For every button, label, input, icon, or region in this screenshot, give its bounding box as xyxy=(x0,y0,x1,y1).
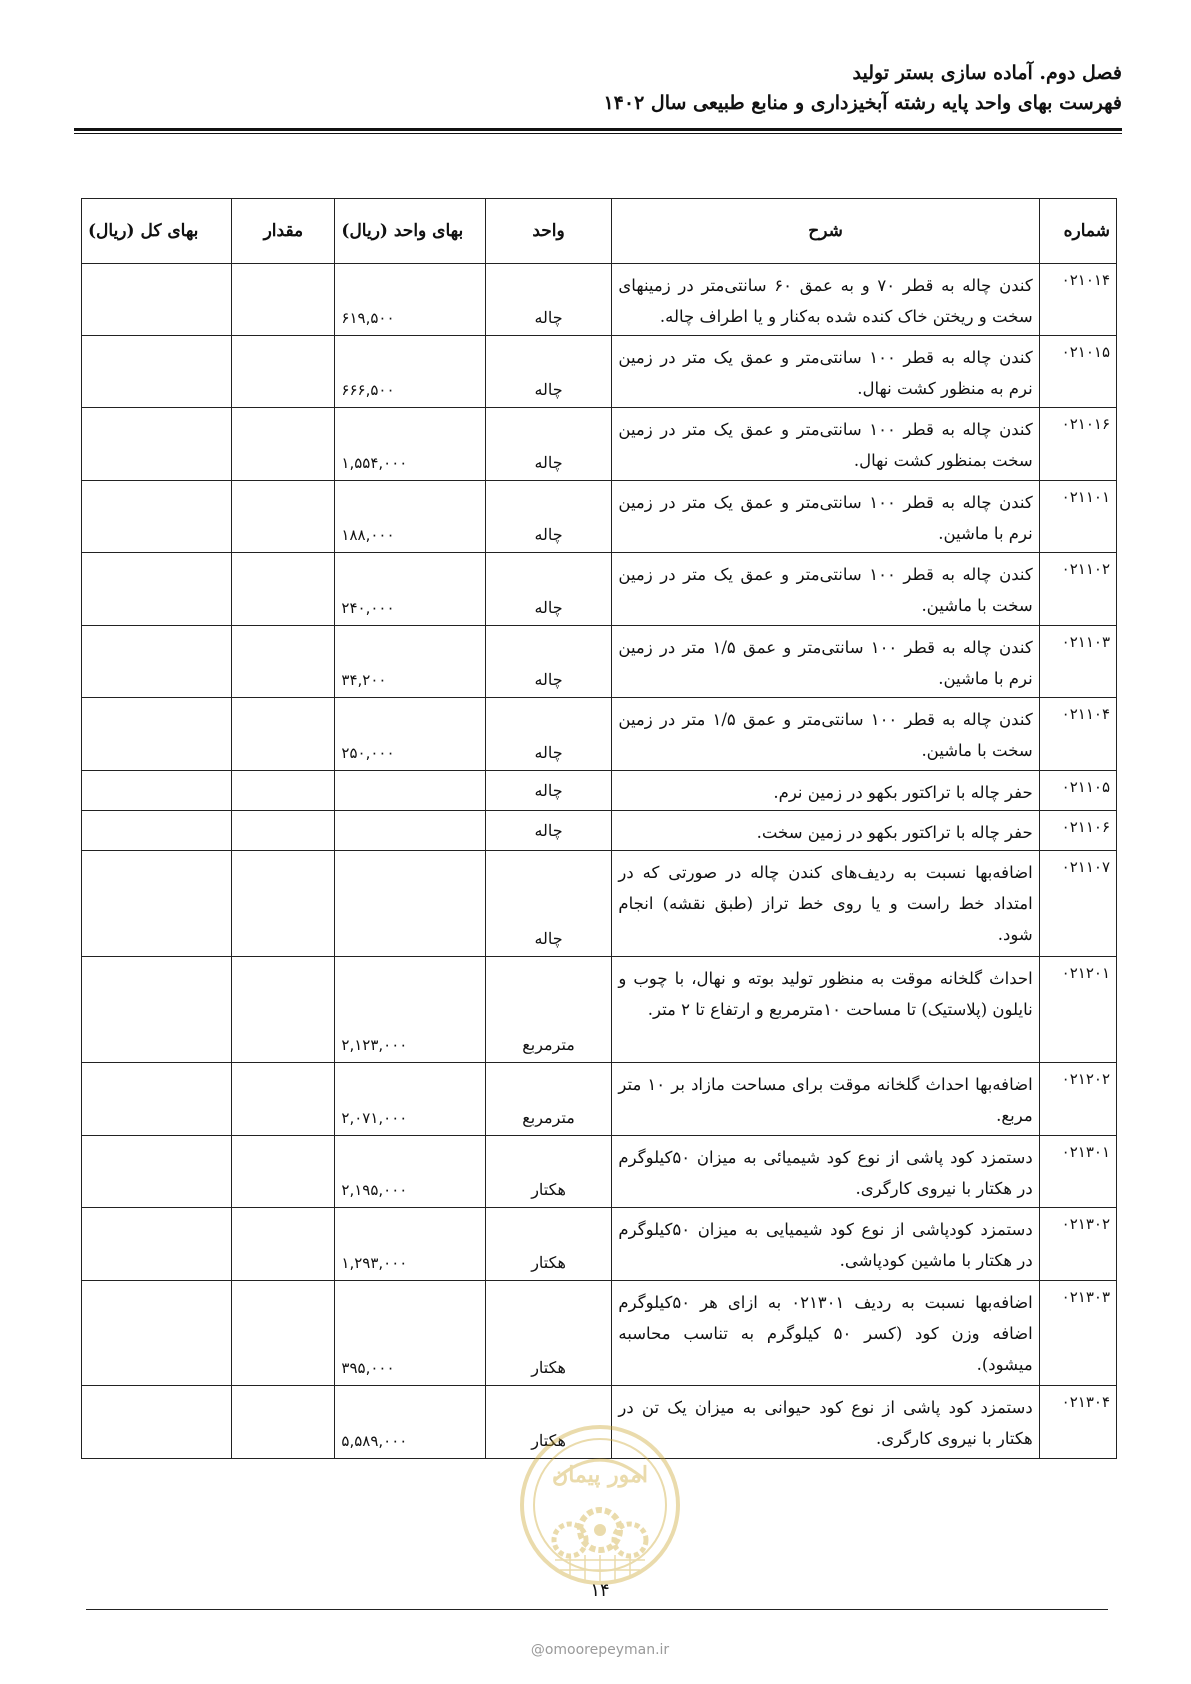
header-divider xyxy=(74,128,1122,134)
row-code: ۰۲۱۱۰۱ xyxy=(1039,481,1116,553)
row-unit: چاله xyxy=(485,336,612,408)
page-header xyxy=(74,58,1122,118)
row-unit-price: ۶۶۶,۵۰۰ xyxy=(335,336,485,408)
row-code: ۰۲۱۱۰۵ xyxy=(1039,771,1116,811)
table-row xyxy=(82,1136,1117,1208)
row-code: ۰۲۱۱۰۶ xyxy=(1039,811,1116,851)
row-quantity xyxy=(232,553,335,626)
table-row xyxy=(82,771,1117,811)
row-unit-price: ۵,۵۸۹,۰۰۰ xyxy=(335,1386,485,1459)
column-header-quantity: مقدار xyxy=(232,199,335,264)
row-code: ۰۲۱۱۰۲ xyxy=(1039,553,1116,626)
row-description: کندن چاله به قطر ۱۰۰ سانتی‌متر و عمق ۱/۵ متر در زمین نرم با ماشین. xyxy=(612,626,1039,698)
row-code: ۰۲۱۱۰۷ xyxy=(1039,851,1116,957)
row-code: ۰۲۱۳۰۳ xyxy=(1039,1281,1116,1386)
row-description: دستمزد کود پاشی از نوع کود حیوانی به میزان یک تن در هکتار با نیروی کارگری. xyxy=(612,1386,1039,1459)
row-total xyxy=(82,336,232,408)
row-quantity xyxy=(232,336,335,408)
row-description: دستمزد کود پاشی از نوع کود شیمیائی به میزان ۵۰کیلوگرم در هکتار با نیروی کارگری. xyxy=(612,1136,1039,1208)
row-unit-price: ۲۵۰,۰۰۰ xyxy=(335,698,485,771)
row-total xyxy=(82,1281,232,1386)
row-description: احداث گلخانه موقت به منظور تولید بوته و نهال، با چوب و نایلون (پلاستیک) تا مساحت ۱۰مترمربع و ارتفاع تا ۲ متر. xyxy=(612,957,1039,1063)
row-unit: چاله xyxy=(485,264,612,336)
row-unit: هکتار xyxy=(485,1208,612,1281)
table-row xyxy=(82,264,1117,336)
table-row xyxy=(82,957,1117,1063)
column-header-unit: واحد xyxy=(485,199,612,264)
row-total xyxy=(82,1136,232,1208)
row-unit: هکتار xyxy=(485,1136,612,1208)
row-quantity xyxy=(232,264,335,336)
row-description: اضافه‌بها نسبت به ردیف‌های کندن چاله در صورتی که در امتداد خط راست و یا روی خط تراز (طبق نقشه) انجام شود. xyxy=(612,851,1039,957)
row-description: کندن چاله به قطر ۷۰ و به عمق ۶۰ سانتی‌متر در زمینهای سخت و ریختن خاک کنده شده به‌کنار و یا اطراف چاله. xyxy=(612,264,1039,336)
row-quantity xyxy=(232,1063,335,1136)
row-unit-price: ۲,۱۲۳,۰۰۰ xyxy=(335,957,485,1063)
row-unit: چاله xyxy=(485,771,612,811)
row-quantity xyxy=(232,811,335,851)
row-total xyxy=(82,698,232,771)
row-total xyxy=(82,553,232,626)
row-total xyxy=(82,481,232,553)
row-total xyxy=(82,957,232,1063)
table-row xyxy=(82,553,1117,626)
row-description: اضافه‌بها احداث گلخانه موقت برای مساحت مازاد بر ۱۰ متر مربع. xyxy=(612,1063,1039,1136)
table-row xyxy=(82,1208,1117,1281)
row-unit-price: ۱,۲۹۳,۰۰۰ xyxy=(335,1208,485,1281)
row-unit-price: ۱۸۸,۰۰۰ xyxy=(335,481,485,553)
table-row xyxy=(82,481,1117,553)
table-row xyxy=(82,1281,1117,1386)
row-unit-price: ۲۴۰,۰۰۰ xyxy=(335,553,485,626)
row-description: کندن چاله به قطر ۱۰۰ سانتی‌متر و عمق یک متر در زمین سخت با ماشین. xyxy=(612,553,1039,626)
row-code: ۰۲۱۳۰۱ xyxy=(1039,1136,1116,1208)
row-unit-price: ۲,۱۹۵,۰۰۰ xyxy=(335,1136,485,1208)
row-unit-price xyxy=(335,811,485,851)
row-quantity xyxy=(232,1386,335,1459)
row-quantity xyxy=(232,1208,335,1281)
column-header-unit-price: بهای واحد (ریال) xyxy=(335,199,485,264)
row-code: ۰۲۱۱۰۴ xyxy=(1039,698,1116,771)
row-total xyxy=(82,408,232,481)
row-description: اضافه‌بها نسبت به ردیف ۰۲۱۳۰۱ به ازای هر ۵۰کیلوگرم اضافه وزن کود (کسر ۵۰ کیلوگرم به تناسب محاسبه میشود). xyxy=(612,1281,1039,1386)
row-quantity xyxy=(232,1281,335,1386)
row-description: کندن چاله به قطر ۱۰۰ سانتی‌متر و عمق یک متر در زمین نرم با ماشین. xyxy=(612,481,1039,553)
row-unit: چاله xyxy=(485,811,612,851)
row-unit-price: ۲,۰۷۱,۰۰۰ xyxy=(335,1063,485,1136)
column-header-code: شماره xyxy=(1039,199,1116,264)
table-row xyxy=(82,851,1117,957)
row-quantity xyxy=(232,1136,335,1208)
row-description: کندن چاله به قطر ۱۰۰ سانتی‌متر و عمق یک متر در زمین سخت بمنظور کشت نهال. xyxy=(612,408,1039,481)
row-description: کندن چاله به قطر ۱۰۰ سانتی‌متر و عمق یک متر در زمین نرم به منظور کشت نهال. xyxy=(612,336,1039,408)
row-quantity xyxy=(232,626,335,698)
table-row xyxy=(82,408,1117,481)
row-unit-price: ۳۴,۲۰۰ xyxy=(335,626,485,698)
price-list-table-container xyxy=(81,198,1117,1459)
row-code: ۰۲۱۳۰۴ xyxy=(1039,1386,1116,1459)
row-unit: مترمربع xyxy=(485,957,612,1063)
row-unit: چاله xyxy=(485,851,612,957)
row-code: ۰۲۱۱۰۳ xyxy=(1039,626,1116,698)
row-quantity xyxy=(232,408,335,481)
row-unit-price xyxy=(335,851,485,957)
row-total xyxy=(82,1208,232,1281)
row-unit: چاله xyxy=(485,698,612,771)
row-unit: چاله xyxy=(485,408,612,481)
row-unit: مترمربع xyxy=(485,1063,612,1136)
row-description: حفر چاله با تراکتور بکهو در زمین سخت. xyxy=(612,811,1039,851)
row-total xyxy=(82,1386,232,1459)
table-row xyxy=(82,1386,1117,1459)
watermark-site-text: @omoorepeyman.ir xyxy=(530,1642,670,1658)
row-unit-price xyxy=(335,771,485,811)
row-unit: هکتار xyxy=(485,1281,612,1386)
footer-divider xyxy=(86,1609,1108,1610)
table-row xyxy=(82,336,1117,408)
row-unit-price: ۱,۵۵۴,۰۰۰ xyxy=(335,408,485,481)
row-code: ۰۲۱۰۱۶ xyxy=(1039,408,1116,481)
row-quantity xyxy=(232,698,335,771)
row-description: کندن چاله به قطر ۱۰۰ سانتی‌متر و عمق ۱/۵ متر در زمین سخت با ماشین. xyxy=(612,698,1039,771)
column-header-description: شرح xyxy=(612,199,1039,264)
seal-text: امور پیمان xyxy=(552,1462,648,1488)
row-code: ۰۲۱۰۱۴ xyxy=(1039,264,1116,336)
table-row xyxy=(82,626,1117,698)
table-row xyxy=(82,811,1117,851)
row-total xyxy=(82,811,232,851)
row-code: ۰۲۱۳۰۲ xyxy=(1039,1208,1116,1281)
row-total xyxy=(82,851,232,957)
row-description: حفر چاله با تراکتور بکهو در زمین نرم. xyxy=(612,771,1039,811)
row-code: ۰۲۱۰۱۵ xyxy=(1039,336,1116,408)
row-total xyxy=(82,1063,232,1136)
table-header-row xyxy=(82,199,1117,264)
column-header-total: بهای کل (ریال) xyxy=(82,199,232,264)
row-unit: چاله xyxy=(485,481,612,553)
chapter-title: فصل دوم. آماده سازی بستر تولید xyxy=(852,62,1122,84)
row-code: ۰۲۱۲۰۱ xyxy=(1039,957,1116,1063)
table-row xyxy=(82,698,1117,771)
page-number: ۱۴ xyxy=(590,1580,610,1601)
row-quantity xyxy=(232,771,335,811)
row-unit: هکتار xyxy=(485,1386,612,1459)
table-body xyxy=(82,264,1117,1459)
row-unit-price: ۶۱۹,۵۰۰ xyxy=(335,264,485,336)
row-quantity xyxy=(232,957,335,1063)
row-code: ۰۲۱۲۰۲ xyxy=(1039,1063,1116,1136)
row-unit: چاله xyxy=(485,553,612,626)
row-total xyxy=(82,626,232,698)
price-list-table xyxy=(81,198,1117,1459)
row-total xyxy=(82,771,232,811)
document-subtitle: فهرست بهای واحد پایه رشته آبخیزداری و منابع طبیعی سال ۱۴۰۲ xyxy=(603,92,1122,114)
row-total xyxy=(82,264,232,336)
row-quantity xyxy=(232,481,335,553)
row-unit: چاله xyxy=(485,626,612,698)
row-quantity xyxy=(232,851,335,957)
row-description: دستمزد کودپاشی از نوع کود شیمیایی به میزان ۵۰کیلوگرم در هکتار با ماشین کودپاشی. xyxy=(612,1208,1039,1281)
row-unit-price: ۳۹۵,۰۰۰ xyxy=(335,1281,485,1386)
table-row xyxy=(82,1063,1117,1136)
